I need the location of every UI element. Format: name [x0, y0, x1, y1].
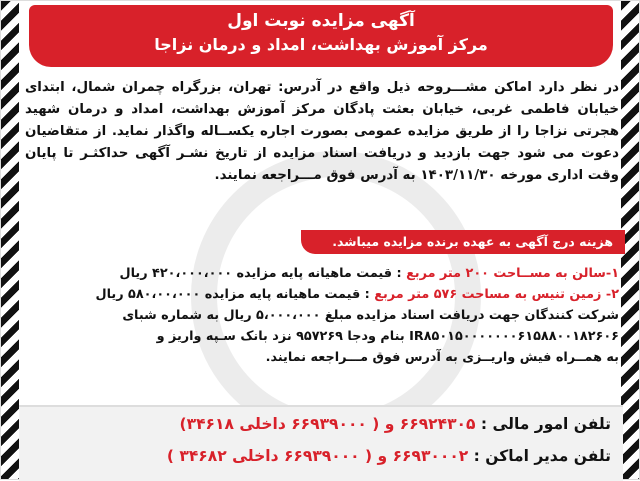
- left-border-stripes: [1, 1, 19, 479]
- receipt-line: به همــراه فیش واریــزی به آدرس فوق مـــراجعه نمایند.: [265, 350, 619, 365]
- item-2: [25, 284, 619, 305]
- item-2-label: ۲- زمین تنیس به مساحت ۵۷۶ متر مربع: [374, 287, 619, 302]
- venue-manager-phone: [167, 447, 611, 465]
- item-1-label: ۱-سالن به مســاحت ۲۰۰ متر مربع: [406, 266, 619, 281]
- contact-footer: [19, 405, 623, 481]
- ad-paragraph: در نظر دارد اماکن مشـــروحه ذیل واقع در آدرس: تهران، بزرگراه چمران شمال، ابتدای خیابان فاطمی غربی، خیابان بعثت پادگان مرکز آموزش بهداشت، امداد و درمان شهید هجرتی نزاجا را از طریق مزایده عمومی بصورت اجاره یکســاله واگذار نماید. از متقاضیان دعوت می شود جهت بازدید و دریافت اسناد مزایده از تاریخ نشـر آگهی حداکثـر تا پایان وقت اداری مورخه ۱۴۰۳/۱۱/۳۰ به آدرس فوق مـــراجعه نمایند.: [25, 80, 619, 183]
- item-1-price: : قیمت ماهیانه پایه مزایده ۴۲۰،۰۰۰،۰۰۰ ریال: [119, 266, 402, 281]
- sheba-line: IR۸۵۰۱۵۰۰۰۰۰۰۰۶۱۵۸۸۰۰۱۸۲۶۰۶ بنام ودجا ۹۵۷۲۶۹ نزد بانک سـپه واریز و: [156, 329, 619, 344]
- auction-items: [25, 263, 619, 368]
- ad-body: [25, 77, 619, 187]
- ad-title: آگهی مزایده نوبت اول: [227, 11, 415, 31]
- item-2-price: : قیمت ماهیانه پایه مزایده ۵۸۰،۰۰،۰۰۰ ریال: [95, 287, 370, 302]
- deposit-line: شرکت کنندگان جهت دریافت اسناد مزایده مبلغ ۵،۰۰۰،۰۰۰ ریال به شماره شبای: [122, 308, 619, 323]
- venue-phone-numbers: ۶۶۹۳۰۰۰۲ و ( ۶۶۹۳۹۰۰۰ داخلی ۳۴۶۸۲ ): [166, 447, 469, 465]
- ad-header: [29, 5, 613, 67]
- venue-phone-label: تلفن مدیر اماکن :: [473, 447, 611, 465]
- finance-phone: [180, 415, 611, 433]
- finance-phone-numbers: ۶۶۹۲۴۳۰۵ و ( ۶۶۹۳۹۰۰۰ داخلی ۳۴۶۱۸): [179, 415, 476, 433]
- organization-name: مرکز آموزش بهداشت، امداد و درمان نزاجا: [154, 35, 488, 54]
- cost-note-banner: هزینه درج آگهی به عهده برنده مزایده میباشد.: [301, 230, 625, 254]
- item-1: [25, 263, 619, 284]
- finance-phone-label: تلفن امور مالی :: [480, 415, 611, 433]
